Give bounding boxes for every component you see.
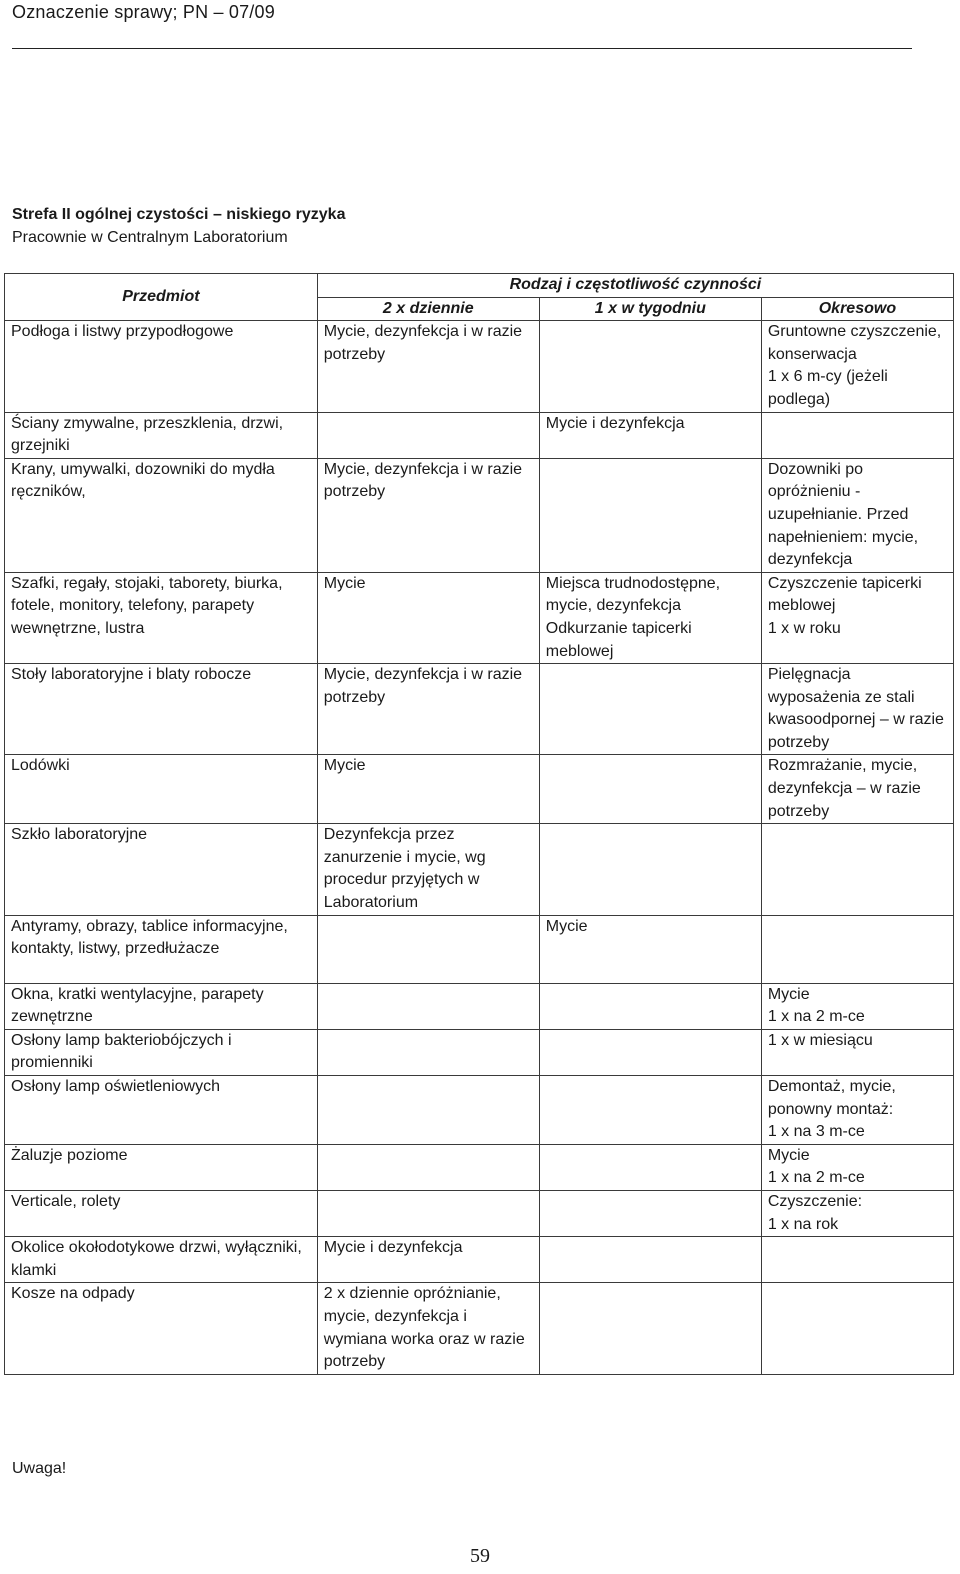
- cell-weekly: [539, 1029, 761, 1075]
- section-title: Strefa II ogólnej czystości – niskiego ryzyka: [12, 206, 346, 223]
- cell-daily: Dezynfekcja przez zanurzenie i mycie, wg procedur przyjętych w Laboratorium: [317, 824, 539, 915]
- note-label: Uwaga!: [12, 1460, 67, 1477]
- table-row: [5, 915, 954, 983]
- table-row: [5, 1144, 954, 1190]
- cell-weekly: Mycie: [539, 915, 761, 983]
- cell-subject: Okolice okołodotykowe drzwi, wyłączniki, klamki: [5, 1237, 318, 1283]
- table-row: [5, 572, 954, 663]
- freq-header-daily: 2 x dziennie: [317, 297, 539, 321]
- table-row: [5, 458, 954, 572]
- cell-daily: Mycie: [317, 755, 539, 824]
- cell-weekly: [539, 1283, 761, 1374]
- cell-periodic: Czyszczenie tapicerki meblowej 1 x w roku: [761, 572, 953, 663]
- cell-daily: [317, 1029, 539, 1075]
- page-number: 59: [470, 1545, 490, 1567]
- table-row: [5, 824, 954, 915]
- cell-subject: Żaluzje poziome: [5, 1144, 318, 1190]
- cell-periodic: [761, 412, 953, 458]
- table-row: [5, 321, 954, 412]
- cell-periodic: [761, 915, 953, 983]
- cell-weekly: Miejsca trudnodostępne, mycie, dezynfekcja Odkurzanie tapicerki meblowej: [539, 572, 761, 663]
- section-subtitle: Pracownie w Centralnym Laboratorium: [12, 229, 288, 246]
- cell-weekly: [539, 755, 761, 824]
- cell-daily: 2 x dziennie opróżnianie, mycie, dezynfekcja i wymiana worka oraz w razie potrzeby: [317, 1283, 539, 1374]
- freq-header-weekly: 1 x w tygodniu: [539, 297, 761, 321]
- cell-daily: [317, 1144, 539, 1190]
- cell-periodic: [761, 1237, 953, 1283]
- cell-subject: Verticale, rolety: [5, 1190, 318, 1236]
- cleaning-schedule-table: [4, 273, 954, 1375]
- table-row: [5, 664, 954, 755]
- table-row: [5, 1283, 954, 1374]
- cell-weekly: [539, 824, 761, 915]
- cell-daily: [317, 1190, 539, 1236]
- cell-daily: [317, 915, 539, 983]
- cell-daily: Mycie, dezynfekcja i w razie potrzeby: [317, 458, 539, 572]
- cell-subject: Szafki, regały, stojaki, taborety, biurka, fotele, monitory, telefony, parapety wewnętrzne, lustra: [5, 572, 318, 663]
- case-reference: Oznaczenie sprawy; PN – 07/09: [12, 2, 275, 22]
- cell-subject: Antyramy, obrazy, tablice informacyjne, kontakty, listwy, przedłużacze: [5, 915, 318, 983]
- table-row: [5, 1029, 954, 1075]
- cell-weekly: Mycie i dezynfekcja: [539, 412, 761, 458]
- cell-subject: Lodówki: [5, 755, 318, 824]
- cell-periodic: Pielęgnacja wyposażenia ze stali kwasoodpornej – w razie potrzeby: [761, 664, 953, 755]
- cell-subject: Ściany zmywalne, przeszklenia, drzwi, grzejniki: [5, 412, 318, 458]
- cell-subject: Osłony lamp bakteriobójczych i promienniki: [5, 1029, 318, 1075]
- cell-periodic: [761, 1283, 953, 1374]
- cell-weekly: [539, 983, 761, 1029]
- table-row: [5, 1237, 954, 1283]
- table-row: [5, 412, 954, 458]
- cell-subject: Kosze na odpady: [5, 1283, 318, 1374]
- header-underline: [12, 48, 912, 49]
- cell-weekly: [539, 1144, 761, 1190]
- table-row: [5, 1076, 954, 1145]
- table-row: [5, 983, 954, 1029]
- cell-subject: Szkło laboratoryjne: [5, 824, 318, 915]
- cell-weekly: [539, 664, 761, 755]
- cell-weekly: [539, 458, 761, 572]
- activity-header: Rodzaj i częstotliwość czynności: [317, 274, 953, 298]
- cell-subject: Stoły laboratoryjne i blaty robocze: [5, 664, 318, 755]
- cell-periodic: Gruntowne czyszczenie, konserwacja 1 x 6 m-cy (jeżeli podlega): [761, 321, 953, 412]
- cell-periodic: Mycie 1 x na 2 m-ce: [761, 983, 953, 1029]
- cell-daily: Mycie, dezynfekcja i w razie potrzeby: [317, 664, 539, 755]
- cell-subject: Krany, umywalki, dozowniki do mydła ręczników,: [5, 458, 318, 572]
- table-body: [5, 321, 954, 1375]
- freq-header-periodic: Okresowo: [761, 297, 953, 321]
- cell-subject: Podłoga i listwy przypodłogowe: [5, 321, 318, 412]
- cell-weekly: [539, 1237, 761, 1283]
- cell-periodic: Mycie 1 x na 2 m-ce: [761, 1144, 953, 1190]
- cell-periodic: Czyszczenie: 1 x na rok: [761, 1190, 953, 1236]
- table-row: [5, 755, 954, 824]
- cell-weekly: [539, 1190, 761, 1236]
- cell-weekly: [539, 1076, 761, 1145]
- cell-daily: [317, 1076, 539, 1145]
- cell-periodic: [761, 824, 953, 915]
- subject-header: Przedmiot: [5, 274, 318, 321]
- cell-periodic: 1 x w miesiącu: [761, 1029, 953, 1075]
- cell-subject: Osłony lamp oświetleniowych: [5, 1076, 318, 1145]
- cell-daily: Mycie i dezynfekcja: [317, 1237, 539, 1283]
- cell-periodic: Demontaż, mycie, ponowny montaż: 1 x na 3 m-ce: [761, 1076, 953, 1145]
- cell-daily: [317, 412, 539, 458]
- cell-subject: Okna, kratki wentylacyjne, parapety zewnętrzne: [5, 983, 318, 1029]
- table-row: [5, 1190, 954, 1236]
- cell-periodic: Dozowniki po opróżnieniu - uzupełnianie. Przed napełnieniem: mycie, dezynfekcja: [761, 458, 953, 572]
- cell-daily: [317, 983, 539, 1029]
- cell-daily: Mycie: [317, 572, 539, 663]
- cell-periodic: Rozmrażanie, mycie, dezynfekcja – w razie potrzeby: [761, 755, 953, 824]
- cell-weekly: [539, 321, 761, 412]
- cell-daily: Mycie, dezynfekcja i w razie potrzeby: [317, 321, 539, 412]
